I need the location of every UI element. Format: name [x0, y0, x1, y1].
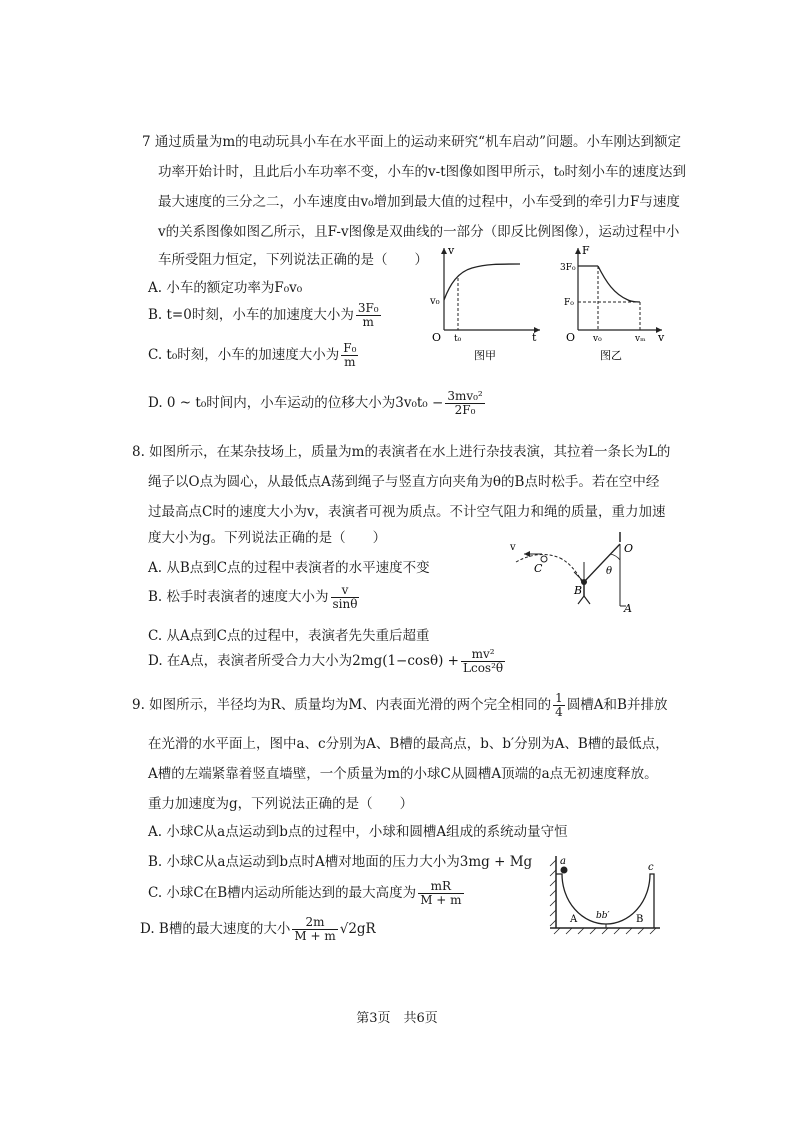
fig1-t-label: t	[532, 331, 537, 344]
q8-option-d-text: D. 在A点，表演者所受合力大小为2mg(1−cosθ) +	[148, 653, 459, 670]
q7-line-1: 7 通过质量为m的电动玩具小车在水平面上的运动来研究“机车启动”问题。小车刚达到额定	[142, 134, 681, 150]
fig2-f0-label: F₀	[564, 298, 574, 308]
q9-option-a: A. 小球C从a点运动到b点的过程中，小球和圆槽A组成的系统动量守恒	[148, 824, 568, 840]
q9-line-4: 重力加速度为g，下列说法正确的是（ ）	[148, 796, 414, 812]
q9-option-d	[140, 916, 376, 943]
q8-option-b-num: v	[331, 584, 360, 598]
q9-option-b: B. 小球C从a点运动到b点时A槽对地面的压力大小为3mg + Mg	[148, 854, 533, 870]
q9-fig-groove-b-label: B	[636, 914, 644, 925]
q7-option-b-text: B. t=0时刻，小车的加速度大小为	[148, 307, 354, 324]
q9-option-c-fraction	[418, 880, 463, 907]
q9-line-1-text: 9. 如图所示，半径均为R、质量均为M、内表面光滑的两个完全相同的	[132, 697, 552, 714]
q7-option-b-fraction	[356, 302, 381, 329]
q7-line-5: 车所受阻力恒定，下列说法正确的是（ ）	[158, 252, 428, 268]
q8-fig-a-label: A	[624, 602, 632, 615]
q8-option-d-num: mv²	[461, 648, 505, 662]
q7-option-c-text: C. t₀时刻，小车的加速度大小为	[148, 347, 340, 364]
q9-option-c-num: mR	[418, 880, 463, 894]
q7-option-c	[148, 342, 360, 369]
q8-option-b-fraction	[331, 584, 360, 611]
q7-option-d	[148, 390, 487, 417]
fig1-t0-label: t₀	[454, 334, 462, 344]
q7-option-a: A. 小车的额定功率为F₀v₀	[148, 280, 303, 296]
q8-line-4: 度大小为g。下列说法正确的是（ ）	[148, 530, 387, 546]
q9-figure-grooves	[548, 852, 664, 938]
q7-option-c-num: F₀	[343, 341, 357, 355]
fig1-origin-label: O	[432, 331, 442, 344]
q9-option-c-den: M + m	[420, 893, 462, 908]
q7-option-b-den: m	[362, 315, 374, 330]
q8-option-b	[148, 584, 361, 611]
fig2-vm-label: vₘ	[635, 334, 646, 344]
q8-fig-theta-label: θ	[606, 566, 613, 577]
q7-option-b	[148, 302, 383, 329]
q9-line-1-fraction	[553, 692, 565, 719]
q9-line-1-num: 1	[555, 691, 563, 705]
q8-line-2: 绳子以O点为圆心，从最低点A荡到绳子与竖直方向夹角为θ的B点时松手。若在空中经	[148, 474, 660, 490]
q9-fig-bb-label: bb′	[596, 911, 610, 921]
q9-option-c-text: C. 小球C在B槽内运动所能达到的最大高度为	[148, 885, 417, 902]
q7-line-4: v的关系图像如图乙所示，且F-v图像是双曲线的一部分（即反比例图像），运动过程中小	[158, 224, 680, 240]
q9-line-1	[132, 692, 667, 719]
q9-option-c	[148, 880, 466, 907]
q9-fig-a-label: a	[560, 856, 566, 867]
fig2-f-label: F	[582, 244, 590, 257]
q7-figure-fv-graph	[562, 242, 668, 364]
q9-fig-c-label: c	[648, 862, 654, 873]
fig2-caption: 图乙	[600, 349, 622, 362]
q9-fig-groove-a-label: A	[570, 914, 578, 925]
q8-line-3: 过最高点C时的速度大小为v，表演者可视为质点。不计空气阻力和绳的质量，重力加速	[148, 504, 666, 520]
q7-figure-vt-graph	[428, 242, 548, 364]
q8-option-c: C. 从A点到C点的过程中，表演者先失重后超重	[148, 628, 430, 644]
fig2-v-label: v	[658, 331, 665, 344]
q7-line-2: 功率开始计时，且此后小车功率不变，小车的v-t图像如图甲所示，t₀时刻小车的速度达到	[158, 164, 686, 180]
q9-option-d-text: D. B槽的最大速度的大小	[140, 921, 291, 938]
q9-line-1-den: 4	[555, 705, 563, 720]
fig2-v0-label: v₀	[593, 334, 602, 344]
q8-option-d-den: Lcos²θ	[463, 661, 504, 676]
q7-option-d-den: 2F₀	[454, 403, 476, 418]
fig2-origin-label: O	[566, 331, 576, 344]
q8-figure-swing	[510, 532, 640, 614]
fig2-3f0-label: 3F₀	[560, 263, 576, 273]
q8-option-b-text: B. 松手时表演者的速度大小为	[148, 589, 329, 606]
q9-option-d-den: M + m	[294, 929, 336, 944]
q8-option-b-den: sinθ	[332, 597, 358, 612]
q9-option-d-sqrt: √2gR	[339, 921, 376, 938]
q8-option-a: A. 从B点到C点的过程中表演者的水平速度不变	[148, 560, 430, 576]
q7-option-c-den: m	[344, 355, 356, 370]
q8-option-d-fraction	[461, 648, 505, 675]
q9-line-2: 在光滑的水平面上，图中a、c分别为A、B槽的最高点，b、b′分别为A、B槽的最低点，	[148, 736, 669, 752]
q9-line-1-tail: 圆槽A和B并排放	[566, 697, 668, 714]
page-footer: 第3页 共6页	[356, 1011, 438, 1026]
fig1-v-label: v	[448, 244, 455, 257]
q9-option-d-fraction	[292, 916, 337, 943]
q9-line-3: A槽的左端紧靠着竖直墙壁，一个质量为m的小球C从圆槽A顶端的a点无初速度释放。	[148, 766, 658, 782]
q8-option-d	[148, 648, 507, 675]
q8-line-1: 8. 如图所示，在某杂技场上，质量为m的表演者在水上进行杂技表演，其拉着一条长为L的	[132, 444, 671, 460]
q7-option-b-num: 3F₀	[357, 301, 379, 315]
q7-option-d-fraction	[445, 390, 484, 417]
q8-fig-b-label: B	[574, 584, 583, 597]
q7-option-d-num: 3mv₀²	[447, 389, 483, 403]
q7-option-c-fraction	[341, 342, 358, 369]
q7-option-d-text: D. 0 ~ t₀时间内，小车运动的位移大小为3v₀t₀ −	[148, 395, 444, 412]
q8-fig-o-label: O	[624, 542, 634, 555]
fig1-caption: 图甲	[474, 349, 496, 362]
fig1-v0-label: v₀	[430, 296, 440, 307]
q8-fig-v-label: v	[510, 542, 516, 553]
q8-fig-c-label: C	[534, 562, 543, 575]
q7-line-3: 最大速度的三分之二，小车速度由v₀增加到最大值的过程中，小车受到的牵引力F与速度	[158, 194, 680, 210]
q9-option-d-num: 2m	[292, 916, 337, 930]
